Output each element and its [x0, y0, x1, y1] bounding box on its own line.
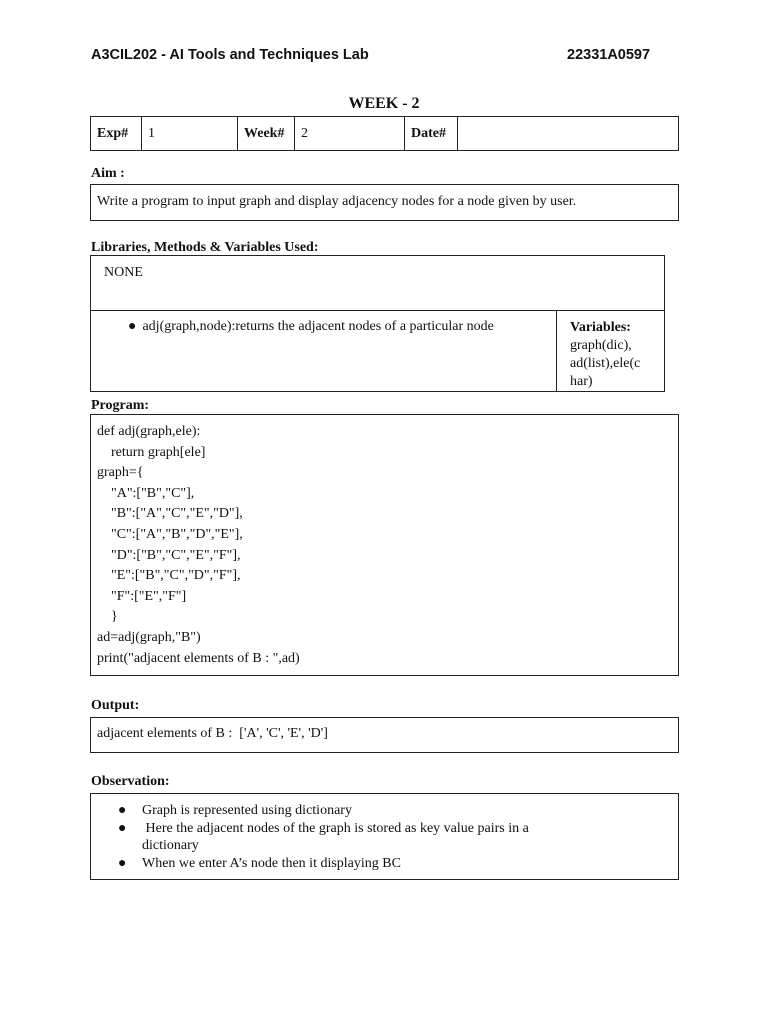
output-label: Output:	[91, 698, 140, 713]
libraries-label: Libraries, Methods & Variables Used:	[91, 240, 319, 255]
code-line: print("adjacent elements of B : ",ad)	[97, 650, 300, 666]
observation-text: Here the adjacent nodes of the graph is stored as key value pairs in a dictionary	[142, 820, 533, 854]
code-line: "B":["A","C","E","D"],	[97, 506, 243, 522]
aim-text: Write a program to input graph and display adjacency nodes for a node given by user.	[97, 194, 577, 209]
week-label: Week#	[238, 117, 295, 151]
observation-box	[90, 793, 679, 880]
program-box	[90, 414, 679, 676]
bullet-icon: ●	[128, 319, 137, 334]
output-box	[90, 717, 679, 753]
exp-label: Exp#	[91, 117, 142, 151]
code-line: "F":["E","F"]	[97, 588, 187, 604]
variables-line: har)	[570, 374, 593, 389]
code-line: ad=adj(graph,"B")	[97, 629, 201, 645]
variables-line: ad(list),ele(c	[570, 356, 641, 371]
date-label: Date#	[405, 117, 458, 151]
list-item	[118, 820, 678, 855]
roll-number: 22331A0597	[567, 47, 651, 63]
date-value	[458, 117, 679, 151]
libraries-table	[90, 255, 665, 392]
observation-label: Observation:	[91, 774, 170, 789]
code-line: }	[97, 609, 118, 625]
method-cell	[91, 311, 557, 392]
code-line: "C":["A","B","D","E"],	[97, 526, 243, 542]
code-line: return graph[ele]	[97, 444, 206, 460]
variables-line: graph(dic),	[570, 338, 632, 353]
course-title: A3CIL202 - AI Tools and Techniques Lab	[91, 47, 369, 63]
observation-text: Graph is represented using dictionary	[142, 803, 352, 818]
libraries-none: NONE	[91, 256, 665, 311]
code-line: "A":["B","C"],	[97, 485, 195, 501]
output-text: adjacent elements of B : ['A', 'C', 'E', 'D']	[97, 726, 328, 741]
variables-cell	[557, 311, 665, 392]
code-line: "E":["B","C","D","F"],	[97, 568, 241, 584]
aim-label: Aim :	[91, 166, 125, 181]
bullet-icon: ●	[118, 855, 127, 871]
bullet-icon: ●	[118, 803, 127, 818]
week-value: 2	[295, 117, 405, 151]
variables-label: Variables:	[570, 320, 631, 335]
week-title: WEEK - 2	[348, 95, 420, 112]
code-line: "D":["B","C","E","F"],	[97, 547, 241, 563]
aim-box	[90, 184, 679, 221]
code-line: graph={	[97, 465, 144, 481]
program-label: Program:	[91, 398, 150, 413]
experiment-table	[90, 116, 679, 151]
list-item	[118, 802, 678, 820]
bullet-icon: ●	[118, 820, 127, 836]
list-item	[118, 855, 678, 873]
exp-value: 1	[142, 117, 238, 151]
code-line: def adj(graph,ele):	[97, 424, 201, 439]
observation-text: When we enter A’s node then it displaying BC	[142, 855, 401, 871]
method-text: adj(graph,node):returns the adjacent nodes of a particular node	[142, 319, 494, 334]
